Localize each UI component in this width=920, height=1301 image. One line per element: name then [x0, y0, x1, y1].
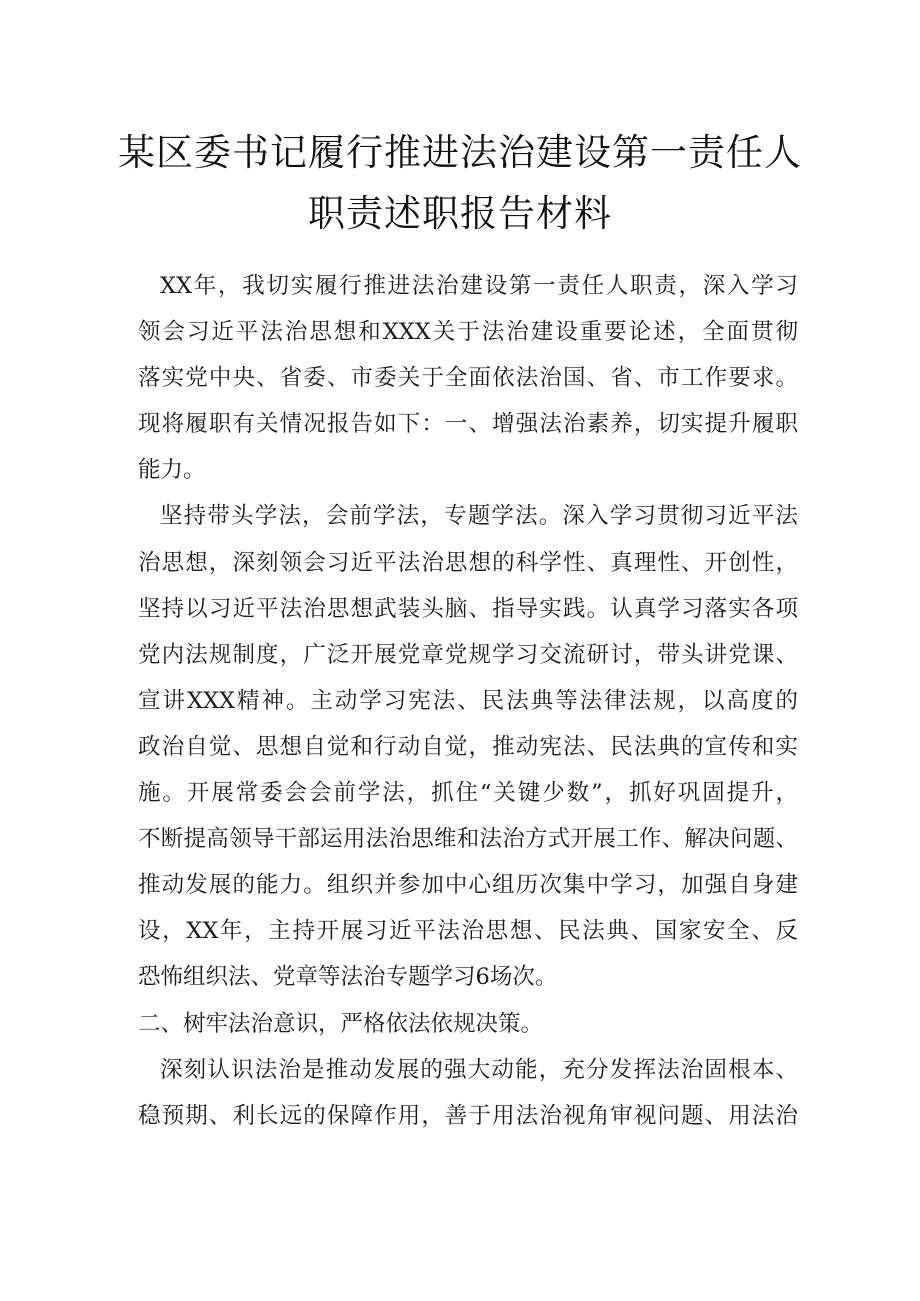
paragraph-1-line-1: XX年，我切实履行推进法治建设第一责任人职责，深入学习 [160, 273, 798, 299]
paragraph-2-line-9: 推动发展的能力。组织并参加中心组历次集中学习，加强自身建 [138, 872, 798, 899]
paragraph-2-line-5: 宣讲XXX精神。主动学习宪法、民法典等法律法规，以高度的 [138, 687, 798, 714]
paragraph-2-line-2: 治思想，深刻领会习近平法治思想的科学性、真理性、开创性， [138, 549, 798, 576]
paragraph-1-line-4: 现将履职有关情况报告如下：一、增强法治素养，切实提升履职 [138, 411, 798, 438]
paragraph-3-line-2: 稳预期、利长远的保障作用，善于用法治视角审视问题、用法治 [138, 1102, 798, 1129]
paragraph-2-line-4: 党内法规制度，广泛开展党章党规学习交流研讨，带头讲党课、 [138, 641, 798, 668]
paragraph-2-line-1: 坚持带头学法，会前学法，专题学法。深入学习贯彻习近平法 [160, 503, 798, 530]
paragraph-2-line-10: 设，XX年，主持开展习近平法治思想、民法典、国家安全、反 [138, 918, 798, 945]
paragraph-1-line-2: 领会习近平法治思想和XXX关于法治建设重要论述，全面贯彻 [138, 319, 798, 346]
paragraph-3-line-1: 深刻认识法治是推动发展的强大动能，充分发挥法治固根本、 [160, 1056, 798, 1083]
paragraph-2-line-11: 恐怖组织法、党章等法治专题学习6场次。 [138, 964, 558, 991]
paragraph-1-line-5: 能力。 [138, 457, 206, 484]
section-heading-2: 二、树牢法治意识，严格依法依规决策。 [138, 1010, 544, 1037]
document-title-line-2: 职责述职报告材料 [308, 192, 612, 235]
document-title-line-1: 某区委书记履行推进法治建设第一责任人 [118, 131, 802, 174]
paragraph-2-line-8: 不断提高领导干部运用法治思维和法治方式开展工作、解决问题、 [138, 826, 798, 853]
paragraph-2-line-3: 坚持以习近平法治思想武装头脑、指导实践。认真学习落实各项 [138, 595, 798, 622]
paragraph-1-line-3: 落实党中央、省委、市委关于全面依法治国、省、市工作要求。 [138, 365, 798, 392]
paragraph-2-line-7: 施。开展常委会会前学法，抓住“关键少数”，抓好巩固提升， [138, 780, 798, 807]
document-body [138, 263, 798, 1139]
paragraph-2-line-6: 政治自觉、思想自觉和行动自觉，推动宪法、民法典的宣传和实 [138, 733, 798, 760]
